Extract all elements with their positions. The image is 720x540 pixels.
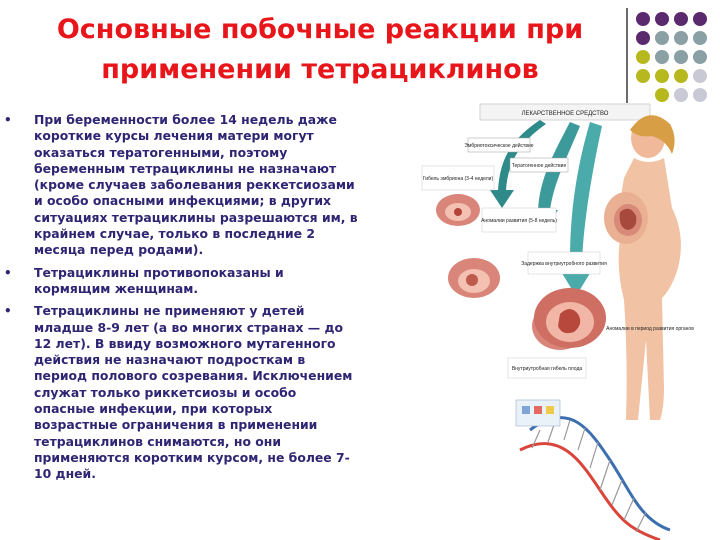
bullet-marker: •: [4, 265, 12, 280]
decorative-dot: [674, 69, 688, 83]
decorative-dot: [655, 31, 669, 45]
diagram-label: Внутриутробная гибель плода: [511, 366, 583, 372]
dna-helix-illustration: [516, 400, 670, 540]
decorative-dot: [693, 12, 707, 26]
decorative-divider: [626, 8, 628, 103]
uterus-illustration-2: [448, 258, 500, 298]
decorative-dot: [655, 50, 669, 64]
decorative-dot: [636, 50, 650, 64]
diagram-label: Задержка внутриутробного развития: [521, 261, 607, 267]
decorative-dot: [674, 50, 688, 64]
decorative-dot: [636, 69, 650, 83]
decorative-dot: [674, 31, 688, 45]
bullet-text: Тетрациклины не применяют у детей младше 8-9 лет (а во многих странах — до 12 лет). В ввиду возможного мутагенного действия не назначают подросткам в период полового созревания. Исключением служат только риккетсиозы и особо опасные инфекции, при которых возрастные ограничения в применении тетрациклинов снимаются, но они применяются коротким курсом, не более 7-10 дней.: [34, 303, 353, 482]
uterus-illustration-large: [534, 288, 606, 348]
bullet-item: [4, 303, 359, 482]
decorative-dot: [655, 12, 669, 26]
diagram-label: Гибель эмбриона (3-4 недели): [422, 176, 494, 182]
decorative-dot: [693, 69, 707, 83]
decorative-dot: [636, 12, 650, 26]
title-line-1: Основные побочные реакции при: [56, 14, 584, 45]
bullet-item: [4, 112, 359, 259]
decorative-dot: [655, 69, 669, 83]
decorative-dot: [693, 31, 707, 45]
pregnant-woman-figure: [604, 115, 681, 420]
diagram-label: Тератогенное действие: [511, 163, 567, 169]
decorative-dot: [636, 31, 650, 45]
decorative-dot-grid: [630, 10, 720, 106]
slide-title: [30, 10, 610, 90]
teratogenic-effects-illustration: [420, 100, 720, 540]
diagram-label: Аномалии в период развития органов: [606, 326, 694, 332]
bullet-marker: •: [4, 113, 12, 127]
uterus-illustration-1: [436, 194, 480, 226]
decorative-dot: [693, 50, 707, 64]
bullet-list: [4, 112, 359, 489]
diagram-header: ЛЕКАРСТВЕННОЕ СРЕДСТВО: [521, 111, 609, 117]
bullet-marker: •: [4, 304, 12, 319]
bullet-item: [4, 265, 359, 298]
decorative-dot: [674, 12, 688, 26]
diagram-label: Аномалии развития (5-8 недель): [481, 218, 557, 224]
title-line-2: применении тетрациклинов: [101, 54, 539, 85]
bullet-text: При беременности более 14 недель даже короткие курсы лечения матери могут оказаться тератогенными, поэтому беременным тетрациклины не назначают (кроме случаев заболевания реккетсиозами и особо опасными инфекциями; в других ситуациях тетрациклины разрешаются им, в крайнем случае, только в последние 2 месяца перед родами).: [34, 112, 358, 258]
bullet-text: Тетрациклины противопоказаны и кормящим женщинам.: [34, 264, 284, 296]
diagram-label: Эмбриотоксическое действие: [464, 143, 534, 149]
